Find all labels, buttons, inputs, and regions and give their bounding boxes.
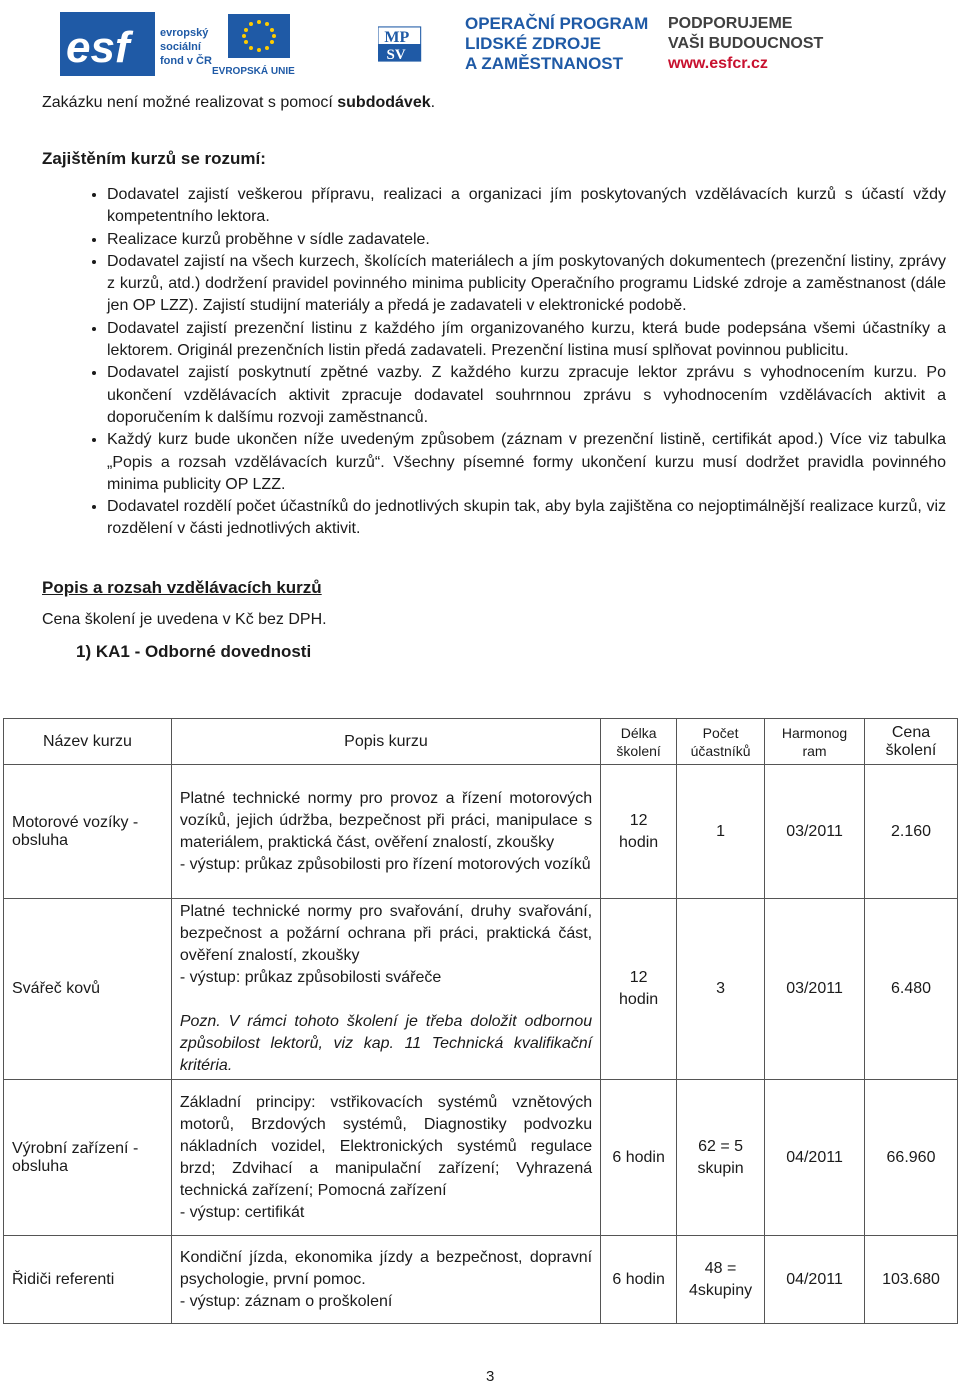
svg-text:SV: SV xyxy=(386,46,406,63)
course-desc: Platné technické normy pro provoz a řízení motorových vozíků, jejich údržba, bezpečnost při práci, manipulace s materiálem, praktická část, ověření znalostí, zkoušky - výstup: průkaz způsobilosti pro řízení motorových vozíků xyxy=(171,765,600,899)
course-name: Řidiči referenti xyxy=(4,1236,172,1324)
ka-heading: 1) KA1 - Odborné dovednosti xyxy=(76,641,312,661)
list-item: • Dodavatel zajistí na všech kurzech, školících materiálech a jím poskytovaných dokumentech (prezenční listiny, zprávy z kurzů, atd.) dodržení pravidel povinného minima publicity Operačního programu Lidské zdroje a zaměstnanost (dále jen OP LZZ). Zajistí studijní materiály a předá je zadavateli v elektronické podobě. xyxy=(107,251,946,318)
course-desc: Platné technické normy pro svařování, druhy svařování, bezpečnost a požární ochrana při práci, praktická část, ověření znalostí, zkoušky - výstup: průkaz způsobilosti svářeče Pozn. V rámci tohoto školení je třeba doložit odbornou způsobilost lektorů, viz kap. 11 Technická kvalifikační kritéria. xyxy=(171,899,600,1080)
courses-table xyxy=(3,718,958,1324)
list-item: • Dodavatel zajistí veškerou přípravu, realizaci a organizaci jím poskytovaných vzdělávacích kurzů s účastí vždy kompetentního lektora. xyxy=(107,184,946,229)
course-desc: Kondiční jízda, ekonomika jízdy a bezpečnost, dopravní psychologie, první pomoc. - výstup: záznam o proškolení xyxy=(171,1236,600,1324)
list-item: • Dodavatel rozdělí počet účastníků do jednotlivých skupin tak, aby byla zajištěna co nejoptimálnější realizace kurzů, viz rozdělení v části jednotlivých aktivit. xyxy=(107,496,946,541)
table-row: Výrobní zařízení - obsluha Základní principy: vstřikovacích systémů vznětových motorů, Brzdových systémů, Diagnostiky podvozku nákladních vozidel, Elektronických systémů regulace brzd; Zdvihací a manipulační zařízení; Vyhrazená technická zařízení; Pomocná zařízení - výstup: certifikát 6 hodin 62 = 5 skupin 04/2011 66.960 xyxy=(4,1080,958,1236)
section-title-courses: Zajištěním kurzů se rozumí: xyxy=(42,149,266,168)
page-header xyxy=(60,8,900,78)
svg-text:sociální: sociální xyxy=(160,41,201,53)
svg-text:evropský: evropský xyxy=(160,27,209,39)
list-item: • Každý kurz bude ukončen níže uvedeným způsobem (záznam v prezenční listině, certifikát apod.) Více viz tabulka „Popis a rozsah vzdělávacích kurzů“. Všechny písemné formy ukončení kurzu musí dodržet pravidla povinného minima publicity OP LZZ. xyxy=(107,429,946,496)
requirements-list xyxy=(42,184,946,541)
course-note: Pozn. V rámci tohoto školení je třeba doložit odbornou způsobilost lektorů, viz kap. 11 Technická kvalifikační kritéria. xyxy=(179,1013,593,1074)
table-row: Motorové vozíky - obsluha Platné technické normy pro provoz a řízení motorových vozíků, jejich údržba, bezpečnost při práci, manipulace s materiálem, praktická část, ověření znalostí, zkoušky - výstup: průkaz způsobilosti pro řízení motorových vozíků 12 hodin 1 03/2011 2.160 xyxy=(4,765,958,899)
intro-paragraph: Zakázku není možné realizovat s pomocí subdodávek. xyxy=(42,94,436,111)
table-row: Svářeč kovů Platné technické normy pro svařování, druhy svařování, bezpečnost a požární ochrana při práci, praktická část, ověření znalostí, zkoušky - výstup: průkaz způsobilosti svářeče Pozn. V rámci tohoto školení je třeba doložit odbornou způsobilost lektorů, viz kap. 11 Technická kvalifikační kritéria. 12 hodin 3 03/2011 6.480 xyxy=(4,899,958,1080)
header-schedule: Harmonog ram xyxy=(765,719,865,765)
list-item: • Dodavatel zajistí poskytnutí zpětné vazby. Z každého kurzu zpracuje lektor zprávu s vyhodnocením kurzu. Po ukončení vzdělávacích aktivit zpracuje dodavatel souhrnnou zprávu s vyhodnocením vzdělávacích aktivit a doporučením k dalšímu rozvoji zaměstnanců. xyxy=(107,362,946,429)
header-desc: Popis kurzu xyxy=(171,719,600,765)
table-row: Řidiči referenti Kondiční jízda, ekonomika jízdy a bezpečnost, dopravní psychologie, první pomoc. - výstup: záznam o proškolení 6 hodin 48 = 4skupiny 04/2011 103.680 xyxy=(4,1236,958,1324)
list-item: • Dodavatel zajistí prezenční listinu z každého jím organizovaného kurzu, která bude podepsána všemi účastníky a lektorem. Originál prezenčních listin předá zadavateli. Prezenční listina musí splňovat povinnou publicitu. xyxy=(107,318,946,363)
esf-logo xyxy=(60,12,360,76)
esf-logo-text: esf xyxy=(66,23,130,72)
price-note: Cena školení je uvedena v Kč bez DPH. xyxy=(42,610,327,628)
header-name: Název kurzu xyxy=(4,719,172,765)
header-count: Počet účastníků xyxy=(677,719,765,765)
course-desc: Základní principy: vstřikovacích systémů vznětových motorů, Brzdových systémů, Diagnostiky podvozku nákladních vozidel, Elektronických systémů regulace brzd; Zdvihací a manipulační zařízení; Vyhrazená technická zařízení; Pomocná zařízení - výstup: certifikát xyxy=(171,1080,600,1236)
header-length: Délka školení xyxy=(601,719,677,765)
page-number: 3 xyxy=(486,1368,495,1385)
mpsv-logo xyxy=(378,12,458,76)
list-item: • Realizace kurzů proběhne v sídle zadavatele. xyxy=(107,229,946,251)
course-name: Výrobní zařízení - obsluha xyxy=(4,1080,172,1236)
course-name: Svářeč kovů xyxy=(4,899,172,1080)
header-price: Cena školení xyxy=(865,719,958,765)
svg-text:EVROPSKÁ UNIE: EVROPSKÁ UNIE xyxy=(212,66,295,76)
section-title-description: Popis a rozsah vzdělávacích kurzů xyxy=(42,577,322,597)
op-lzz-logo-text: OPERAČNÍ PROGRAM LIDSKÉ ZDROJE A ZAMĚSTNANOST xyxy=(465,14,649,73)
course-name: Motorové vozíky - obsluha xyxy=(4,765,172,899)
support-slogan: PODPORUJEME VAŠI BUDOUCNOST www.esfcr.cz xyxy=(668,15,824,72)
svg-text:MP: MP xyxy=(384,28,410,46)
esf-url: www.esfcr.cz xyxy=(668,55,768,72)
page-content xyxy=(42,92,946,663)
svg-text:fond v ČR: fond v ČR xyxy=(160,55,212,67)
